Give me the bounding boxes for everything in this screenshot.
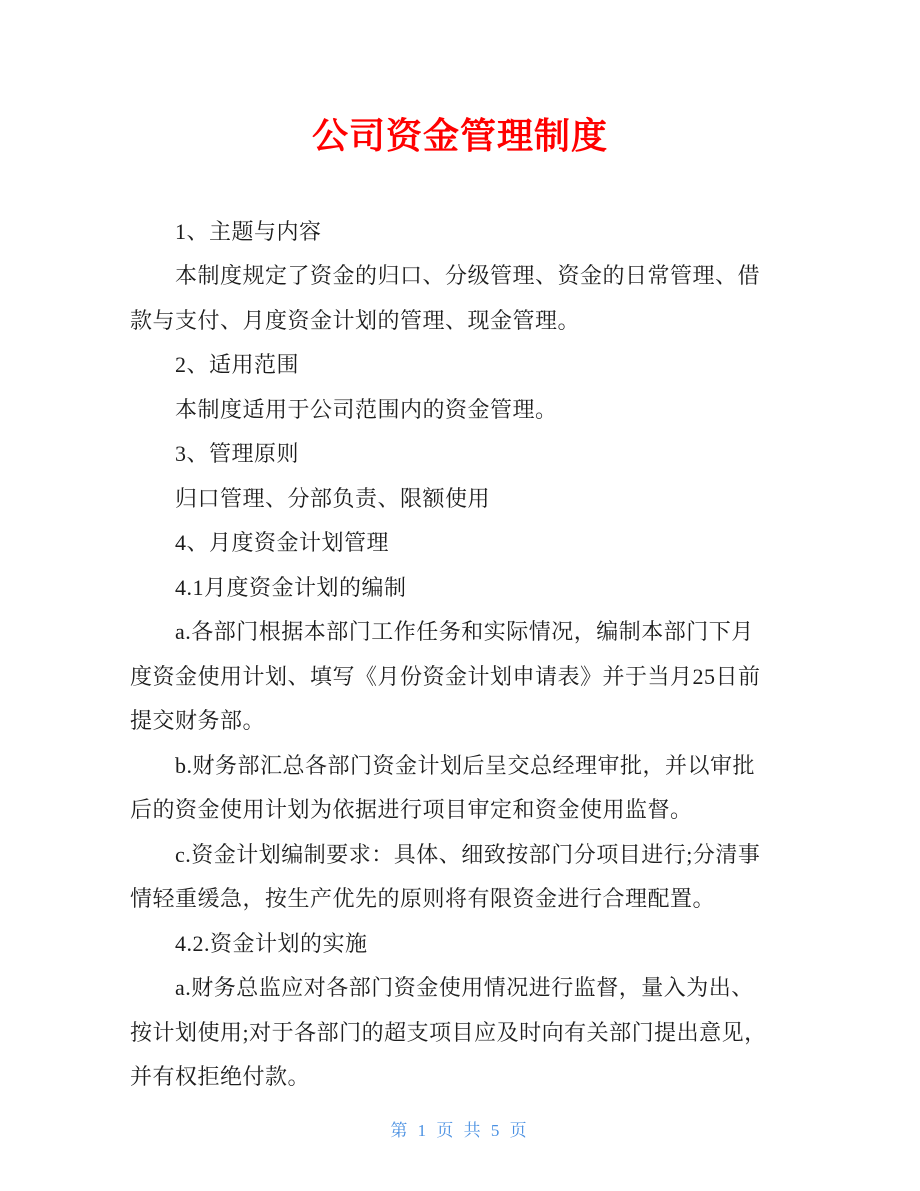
page-footer: [0, 1116, 920, 1141]
body-line: 按计划使用;对于各部门的超支项目应及时向有关部门提出意见，: [130, 1019, 767, 1045]
body-line: 并有权拒绝付款。: [130, 1064, 311, 1090]
body-line: 情轻重缓急，按生产优先的原则将有限资金进行合理配置。: [130, 886, 716, 912]
body-line: b.财务部汇总各部门资金计划后呈交总经理审批，并以审批: [175, 752, 756, 778]
document-body: [130, 210, 792, 1100]
body-line: 2、适用范围: [175, 352, 300, 378]
body-line: 1、主题与内容: [175, 218, 322, 244]
document-title: 公司资金管理制度: [311, 115, 608, 156]
body-line: a.财务总监应对各部门资金使用情况进行监督，量入为出、: [175, 975, 754, 1001]
body-line: 款与支付、月度资金计划的管理、现金管理。: [130, 307, 581, 333]
body-line: 4.1月度资金计划的编制: [175, 574, 407, 600]
body-line: a.各部门根据本部门工作任务和实际情况，编制本部门下月: [175, 619, 754, 645]
body-line: 3、管理原则: [175, 441, 300, 467]
body-line: 提交财务部。: [130, 708, 266, 734]
body-line: 本制度适用于公司范围内的资金管理。: [175, 396, 558, 422]
body-line: c.资金计划编制要求：具体、细致按部门分项目进行;分清事: [175, 841, 761, 867]
body-line: 4、月度资金计划管理: [175, 530, 390, 556]
body-line: 4.2.资金计划的实施: [175, 930, 368, 956]
body-line: 后的资金使用计划为依据进行项目审定和资金使用监督。: [130, 797, 693, 823]
body-line: 归口管理、分部负责、限额使用: [175, 485, 491, 511]
body-line: 本制度规定了资金的归口、分级管理、资金的日常管理、借: [175, 263, 761, 289]
body-line: 度资金使用计划、填写《月份资金计划申请表》并于当月25日前: [130, 663, 761, 689]
page-number-label: 第 1 页 共 5 页: [390, 1121, 530, 1140]
